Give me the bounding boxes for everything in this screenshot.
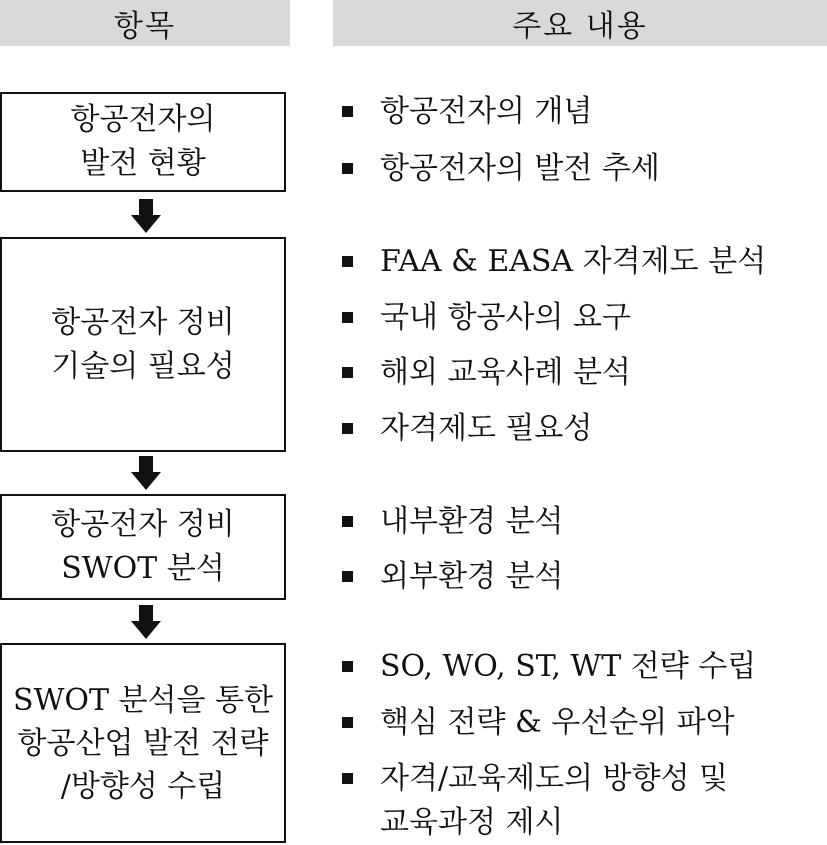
square-bullet-icon bbox=[342, 163, 353, 174]
step-title: 항공전자 정비 SWOT 분석 bbox=[51, 507, 235, 586]
down-arrow-icon bbox=[131, 605, 161, 639]
step-box-necessity bbox=[0, 237, 286, 452]
square-bullet-icon bbox=[342, 717, 353, 728]
header-content-column bbox=[333, 0, 827, 46]
step-title: SWOT 분석을 통한 항공산업 발전 전략 /방향성 수립 bbox=[13, 682, 273, 804]
square-bullet-icon bbox=[342, 516, 353, 527]
square-bullet-icon bbox=[342, 312, 353, 323]
header-item-label: 항목 bbox=[114, 9, 176, 44]
square-bullet-icon bbox=[342, 256, 353, 267]
square-bullet-icon bbox=[342, 367, 353, 378]
square-bullet-icon bbox=[342, 571, 353, 582]
step-box-swot bbox=[0, 494, 286, 600]
down-arrow-icon bbox=[131, 456, 161, 490]
step-box-development-status bbox=[0, 92, 286, 192]
step-title: 항공전자 정비 기술의 필요성 bbox=[51, 304, 235, 384]
header-item-column bbox=[0, 0, 290, 46]
header-content-label: 주요 내용 bbox=[512, 9, 648, 44]
down-arrow-icon bbox=[131, 199, 161, 233]
square-bullet-icon bbox=[342, 661, 353, 672]
square-bullet-icon bbox=[342, 423, 353, 434]
step-box-strategy bbox=[0, 643, 286, 843]
step-title: 항공전자의 발전 현황 bbox=[70, 102, 216, 181]
square-bullet-icon bbox=[342, 106, 353, 117]
square-bullet-icon bbox=[342, 773, 353, 784]
